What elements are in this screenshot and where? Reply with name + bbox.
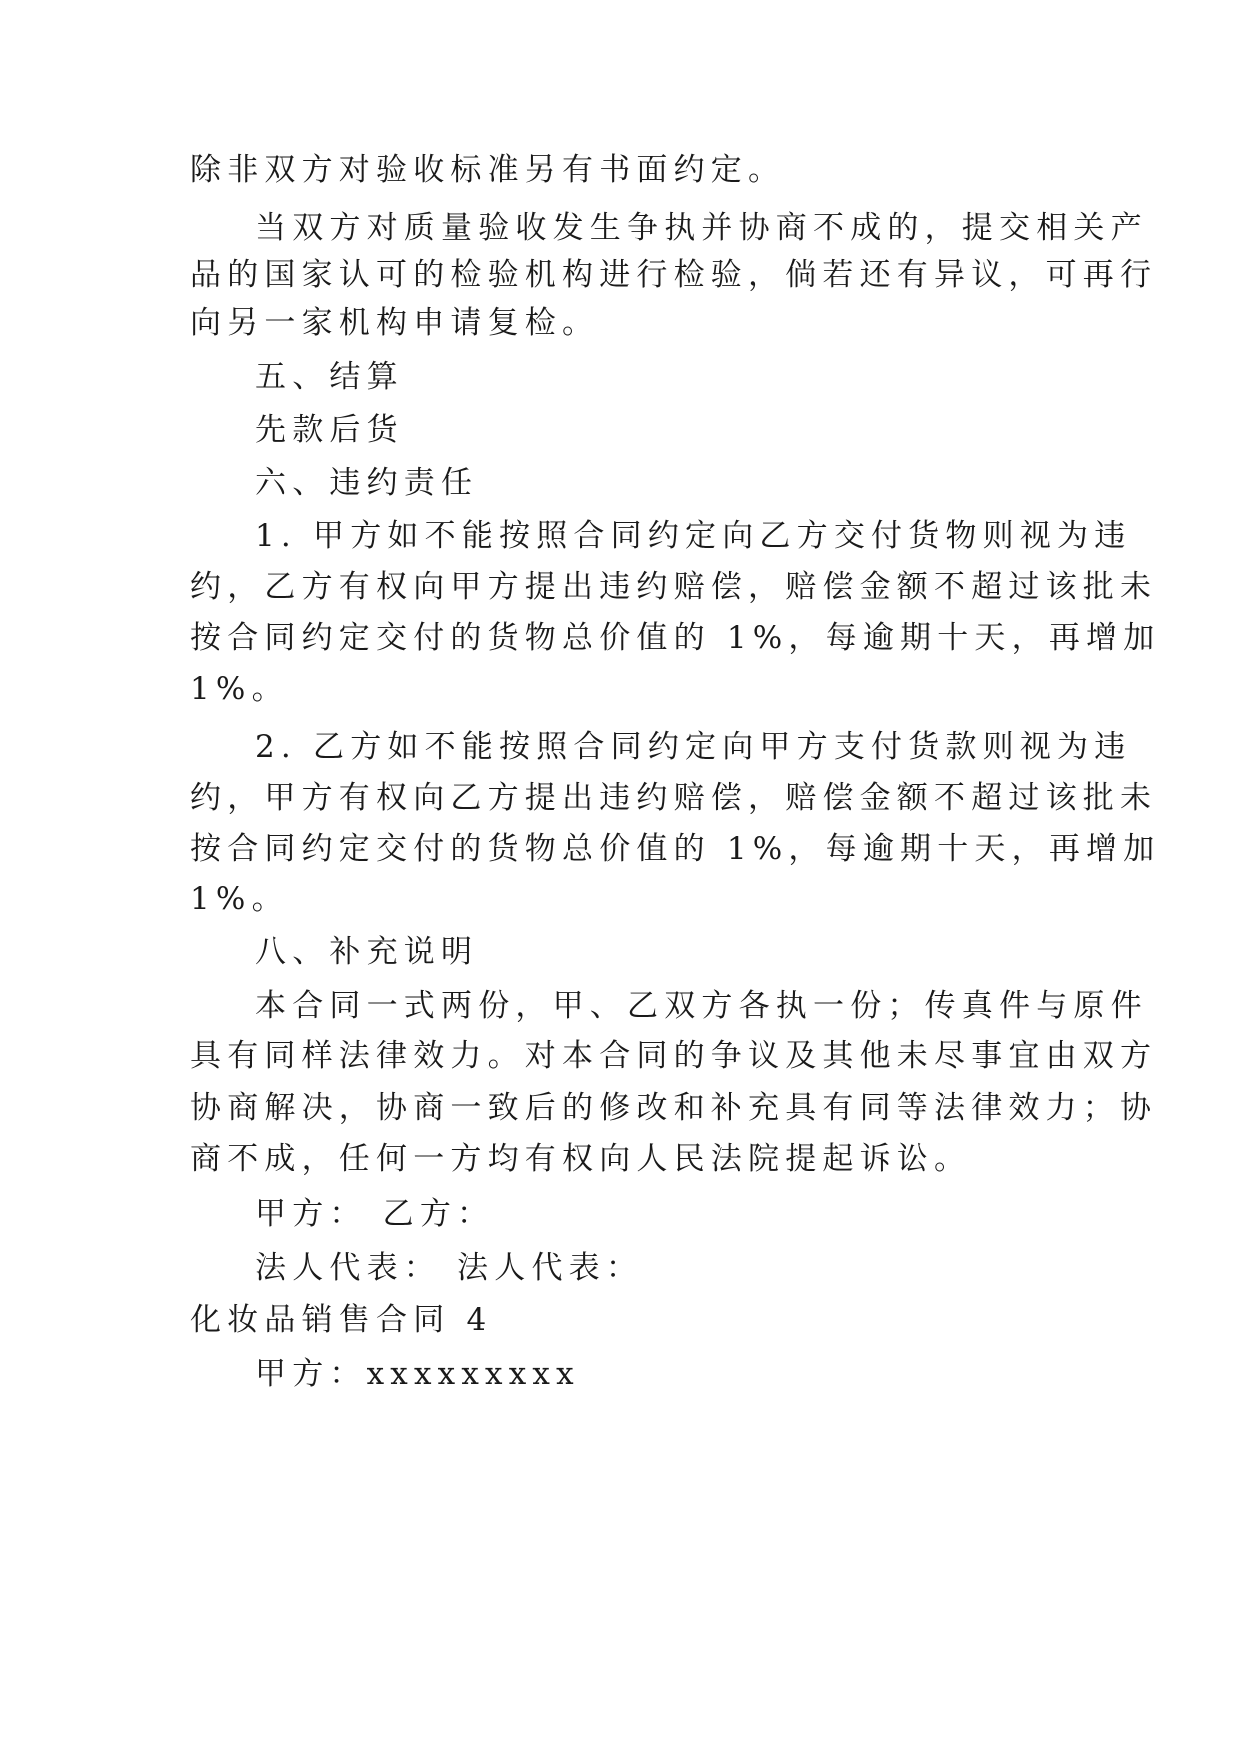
signature-representative-line: 法人代表： 法人代表： [255,1250,644,1286]
paragraph-line: 具有同样法律效力。对本合同的争议及其他未尽事宜由双方 [190,1038,1158,1074]
paragraph-line: 1. 甲方如不能按照合同约定向乙方交付货物则视为违 [255,518,1132,554]
paragraph-line: 2. 乙方如不能按照合同约定向甲方支付货款则视为违 [255,729,1132,765]
document-title: 化妆品销售合同 4 [190,1302,493,1338]
paragraph-line: 商不成，任何一方均有权向人民法院提起诉讼。 [190,1141,972,1177]
paragraph-line: 按合同约定交付的货物总价值的 1%，每逾期十天，再增加 [190,831,1161,867]
section-heading: 八、补充说明 [255,934,479,970]
signature-party-line: 甲方： 乙方： [255,1196,495,1232]
paragraph-line: 1%。 [190,671,289,707]
paragraph-line: 除非双方对验收标准另有书面约定。 [190,152,786,188]
section-heading: 五、结算 [255,359,404,395]
paragraph-line: 向另一家机构申请复检。 [190,305,600,341]
paragraph-line: 按合同约定交付的货物总价值的 1%，每逾期十天，再增加 [190,620,1161,656]
paragraph-line: 1%。 [190,881,289,917]
paragraph-line: 约，甲方有权向乙方提出违约赔偿，赔偿金额不超过该批未 [190,780,1158,816]
paragraph-line: 当双方对质量验收发生争执并协商不成的，提交相关产 [255,210,1148,246]
paragraph-line: 先款后货 [255,412,404,448]
paragraph-line: 品的国家认可的检验机构进行检验，倘若还有异议，可再行 [190,257,1158,293]
section-heading: 六、违约责任 [255,465,479,501]
paragraph-line: 本合同一式两份，甲、乙双方各执一份；传真件与原件 [255,988,1148,1024]
paragraph-line: 约，乙方有权向甲方提出违约赔偿，赔偿金额不超过该批未 [190,569,1158,605]
paragraph-line: 协商解决，协商一致后的修改和补充具有同等法律效力；协 [190,1090,1158,1126]
party-a-line: 甲方：xxxxxxxxx [255,1356,580,1392]
